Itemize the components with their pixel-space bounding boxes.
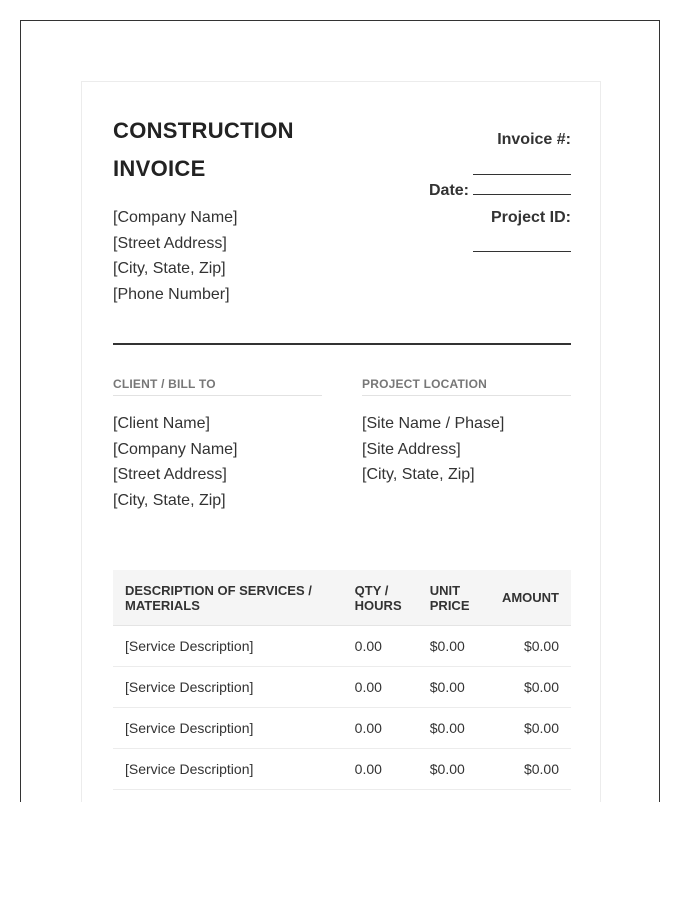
project-id-field[interactable] — [473, 251, 571, 252]
items-table-header — [113, 570, 571, 626]
invoice-number-field[interactable] — [473, 174, 571, 175]
row-unit-price[interactable]: $0.00 — [418, 667, 485, 708]
project-location-heading: PROJECT LOCATION — [362, 377, 571, 396]
header-divider — [113, 343, 571, 345]
invoice-title-line2: INVOICE — [113, 156, 206, 181]
invoice-number-label: Invoice #: — [497, 131, 571, 148]
header-amount: AMOUNT — [485, 570, 571, 626]
invoice-sheet — [81, 81, 601, 802]
row-qty[interactable]: 0.00 — [343, 626, 418, 667]
table-row — [113, 667, 571, 708]
company-city: [City, State, Zip] — [113, 260, 226, 278]
client-company-name: [Company Name] — [113, 440, 238, 458]
date-row — [429, 182, 571, 200]
date-label: Date: — [428, 182, 469, 199]
row-unit-price[interactable]: $0.00 — [418, 749, 485, 790]
header-unit-price: UNIT PRICE — [418, 570, 485, 626]
items-table — [113, 570, 571, 790]
row-qty[interactable]: 0.00 — [343, 749, 418, 790]
row-amount: $0.00 — [485, 667, 571, 708]
company-name: [Company Name] — [113, 209, 238, 226]
bill-to-heading: CLIENT / BILL TO — [113, 377, 322, 396]
company-street: [Street Address] — [113, 234, 227, 252]
table-row — [113, 749, 571, 790]
client-name: [Client Name] — [113, 415, 210, 432]
row-description[interactable]: [Service Description] — [113, 626, 343, 667]
row-description[interactable]: [Service Description] — [113, 749, 343, 790]
company-phone: [Phone Number] — [113, 286, 230, 304]
row-amount: $0.00 — [485, 626, 571, 667]
site-city: [City, State, Zip] — [362, 466, 475, 484]
table-row — [113, 626, 571, 667]
header-qty: QTY / HOURS — [343, 570, 418, 626]
invoice-title-line1: CONSTRUCTION — [113, 118, 294, 143]
header-description: DESCRIPTION OF SERVICES / MATERIALS — [113, 570, 343, 626]
row-description[interactable]: [Service Description] — [113, 708, 343, 749]
row-qty[interactable]: 0.00 — [343, 708, 418, 749]
site-address: [Site Address] — [362, 440, 461, 458]
table-row — [113, 708, 571, 749]
site-name: [Site Name / Phase] — [362, 415, 505, 432]
client-street: [Street Address] — [113, 466, 227, 484]
date-field[interactable] — [473, 193, 571, 195]
row-unit-price[interactable]: $0.00 — [418, 708, 485, 749]
row-unit-price[interactable]: $0.00 — [418, 626, 485, 667]
invoice-title — [113, 112, 353, 188]
client-city: [City, State, Zip] — [113, 492, 226, 510]
row-amount: $0.00 — [485, 749, 571, 790]
row-qty[interactable]: 0.00 — [343, 667, 418, 708]
row-description[interactable]: [Service Description] — [113, 667, 343, 708]
project-location-block — [362, 411, 504, 488]
company-info — [113, 205, 238, 308]
project-id-label: Project ID: — [490, 209, 571, 226]
row-amount: $0.00 — [485, 708, 571, 749]
bill-to-block — [113, 411, 238, 514]
